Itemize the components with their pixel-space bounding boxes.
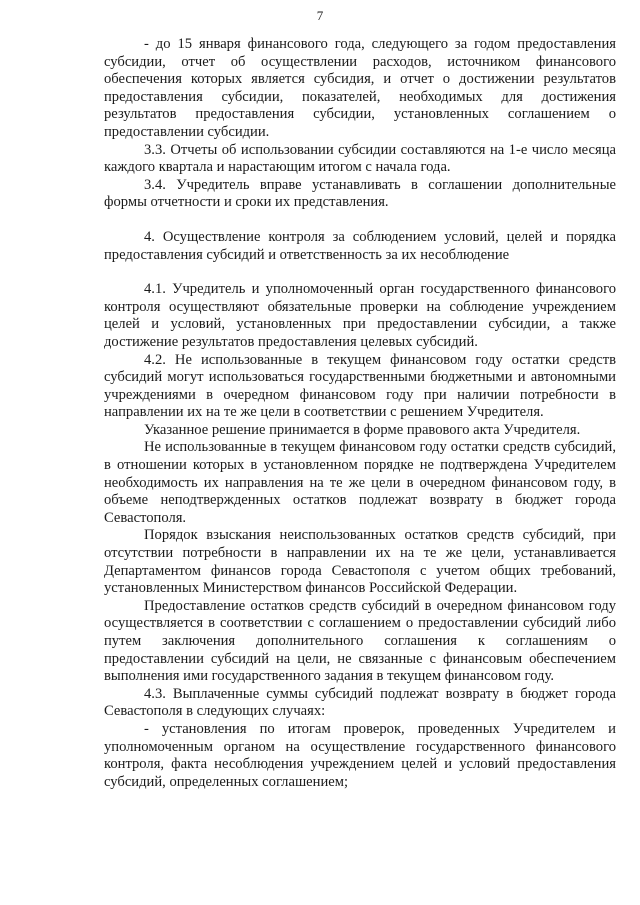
paragraph-3-3: 3.3. Отчеты об использовании субсидии составляются на 1-е число месяца каждого квартала и нарастающим итогом с начала года. bbox=[104, 141, 616, 176]
paragraph-4-1: 4.1. Учредитель и уполномоченный орган государственного финансового контроля осуществляют обязательные проверки на соблюдение учреждением целей и условий, установленных при предоставлении субсидии, а также достижение результатов предоставления целевых субсидий. bbox=[104, 281, 616, 350]
paragraph-unused-balances: Не использованные в текущем финансовом году остатки средств субсидий, в отношении которых в установленном порядке не подтверждена Учредителем необходимость их направления на те же цели в очередном финансовом году, в объеме неподтвержденных остатков подлежат возврату в бюджет города Севастополя. bbox=[104, 439, 616, 526]
paragraph-case-audit: - установления по итогам проверок, проведенных Учредителем и уполномоченным органом на осуществление государственного финансового контроля, факта несоблюдения учреждением целей и условий предоставления субсидий, определенных соглашением; bbox=[104, 720, 616, 790]
document-body bbox=[104, 36, 616, 791]
section-heading-4: 4. Осуществление контроля за соблюдением условий, целей и порядка предоставления субсидий и ответственность за их несоблюдение bbox=[104, 228, 616, 263]
paragraph-4-3: 4.3. Выплаченные суммы субсидий подлежат возврату в бюджет города Севастополя в следующих случаях: bbox=[104, 685, 616, 720]
paragraph-report-deadline: - до 15 января финансового года, следующего за годом предоставления субсидии, отчет об осуществлении расходов, источником финансового обеспечения которых является субсидия, и отчет о достижении результатов предоставления субсидии, показателей, необходимых для достижения результатов предоставления субсидии, установленных соглашением о предоставлении субсидии. bbox=[104, 36, 616, 140]
paragraph-3-4: 3.4. Учредитель вправе устанавливать в соглашении дополнительные формы отчетности и сроки их представления. bbox=[104, 176, 616, 211]
paragraph-4-2: 4.2. Не использованные в текущем финансовом году остатки средств субсидий могут использоваться государственными бюджетными и автономными учреждениями в очередном финансовом году при наличии потребности в направлении их на те же цели в соответствии с решением Учредителя. bbox=[104, 351, 616, 421]
page-number: 7 bbox=[316, 8, 324, 23]
paragraph-balances-provision: Предоставление остатков средств субсидий в очередном финансовом году осуществляется в соответствии с соглашением о предоставлении субсидий либо путем заключения дополнительного соглашения к соглашениям о предоставлении субсидий на цели, не связанные с финансовым обеспечением выполнения ими государственного задания в текущем финансовом году. bbox=[104, 597, 616, 685]
paragraph-decision-form: Указанное решение принимается в форме правового акта Учредителя. bbox=[144, 421, 581, 438]
paragraph-recovery-procedure: Порядок взыскания неиспользованных остатков средств субсидий, при отсутствии потребности в направлении их на те же цели, устанавливается Департаментом финансов города Севастополя с учетом общих требований, установленных Министерством финансов Российской Федерации. bbox=[104, 527, 616, 597]
